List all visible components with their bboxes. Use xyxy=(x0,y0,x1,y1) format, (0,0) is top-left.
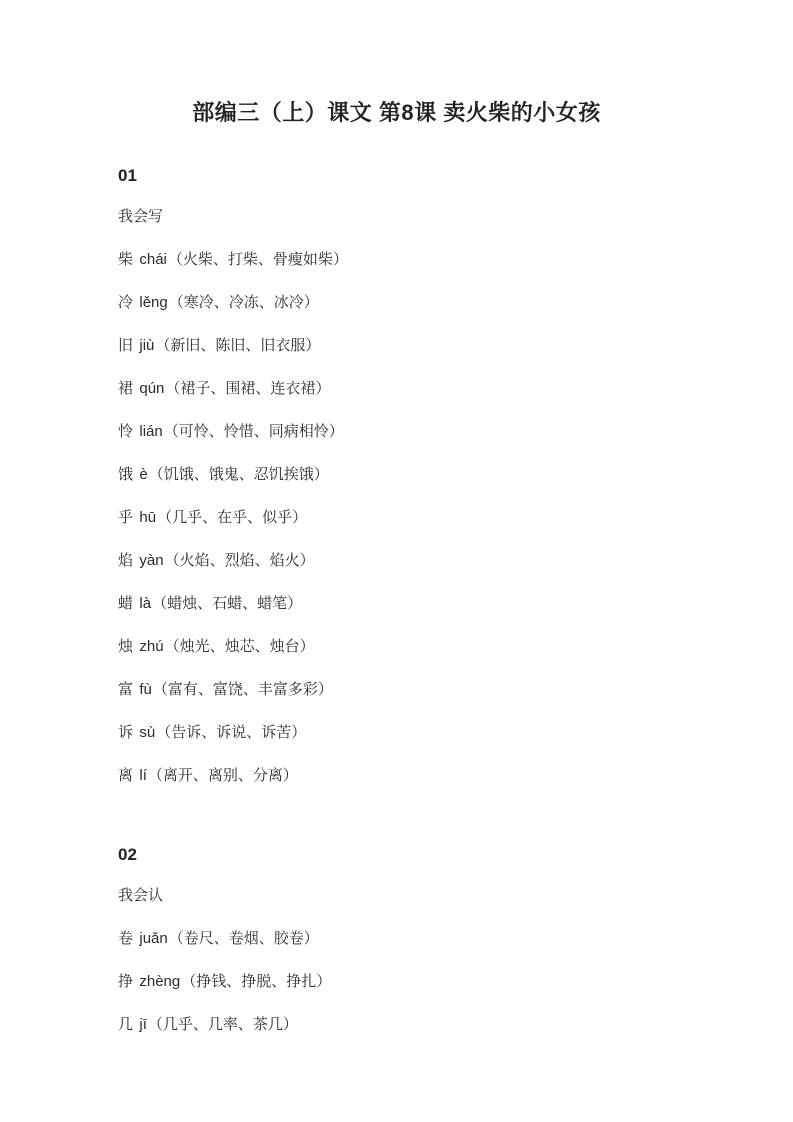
vocab-entry xyxy=(118,930,693,948)
hanzi-character: 卷 xyxy=(118,930,134,947)
hanzi-character: 饿 xyxy=(118,466,134,483)
page-title: 部编三（上）课文 第8课 卖火柴的小女孩 xyxy=(192,100,601,125)
example-words: 火焰、烈焰、焰火 xyxy=(179,552,300,569)
vocab-entry xyxy=(118,423,693,441)
example-words: 富有、富饶、丰富多彩 xyxy=(167,681,318,698)
example-words: 饥饿、饿鬼、忍饥挨饿 xyxy=(163,466,314,483)
example-words: 新旧、陈旧、旧衣服 xyxy=(170,337,306,354)
example-words: 离开、离别、分离 xyxy=(162,767,283,784)
paren-open: （ xyxy=(181,973,197,990)
document-content xyxy=(118,166,693,1034)
paren-close: ） xyxy=(299,638,315,655)
vocab-entry xyxy=(118,638,693,656)
pinyin: è xyxy=(139,466,148,483)
pinyin: zhú xyxy=(139,638,164,655)
hanzi-character: 怜 xyxy=(118,423,134,440)
paren-open: （ xyxy=(164,552,180,569)
pinyin: lěng xyxy=(139,294,168,311)
pinyin: hū xyxy=(139,509,157,526)
vocab-section xyxy=(118,166,693,785)
section-label: 我会写 xyxy=(118,208,164,225)
example-words: 告诉、诉说、诉苦 xyxy=(171,724,292,741)
hanzi-character: 烛 xyxy=(118,638,134,655)
example-words: 裙子、围裙、连衣裙 xyxy=(180,380,316,397)
paren-close: ） xyxy=(287,595,303,612)
pinyin: jī xyxy=(139,1016,147,1033)
example-words: 卷尺、卷烟、胶卷 xyxy=(183,930,304,947)
paren-close: ） xyxy=(282,767,298,784)
vocab-entry xyxy=(118,552,693,570)
example-words: 烛光、烛芯、烛台 xyxy=(179,638,300,655)
pinyin: lián xyxy=(139,423,163,440)
paren-close: ） xyxy=(328,423,344,440)
pinyin: yàn xyxy=(139,552,164,569)
hanzi-character: 冷 xyxy=(118,294,134,311)
example-words: 挣钱、挣脱、挣扎 xyxy=(196,973,317,990)
vocab-entry xyxy=(118,466,693,484)
paren-close: ） xyxy=(292,509,308,526)
vocab-entry xyxy=(118,380,693,398)
paren-close: ） xyxy=(291,724,307,741)
paren-close: ） xyxy=(315,380,331,397)
hanzi-character: 蜡 xyxy=(118,595,134,612)
hanzi-character: 焰 xyxy=(118,552,134,569)
vocab-entry xyxy=(118,337,693,355)
paren-open: （ xyxy=(168,294,184,311)
hanzi-character: 柴 xyxy=(118,251,134,268)
paren-open: （ xyxy=(152,595,168,612)
paren-open: （ xyxy=(168,930,184,947)
vocab-entry xyxy=(118,767,693,785)
paren-close: ） xyxy=(299,552,315,569)
hanzi-character: 离 xyxy=(118,767,134,784)
paren-close: ） xyxy=(305,337,321,354)
pinyin: zhèng xyxy=(139,973,181,990)
paren-open: （ xyxy=(164,638,180,655)
paren-close: ） xyxy=(303,294,319,311)
paren-open: （ xyxy=(165,380,181,397)
paren-open: （ xyxy=(147,767,163,784)
vocab-entry xyxy=(118,1016,693,1034)
vocab-entry xyxy=(118,294,693,312)
example-words: 火柴、打柴、骨瘦如柴 xyxy=(182,251,333,268)
paren-open: （ xyxy=(147,1016,163,1033)
paren-close: ） xyxy=(316,973,332,990)
section-number: 01 xyxy=(118,166,137,185)
section-label: 我会认 xyxy=(118,887,164,904)
paren-close: ） xyxy=(317,681,333,698)
example-words: 蜡烛、石蜡、蜡笔 xyxy=(167,595,288,612)
paren-open: （ xyxy=(156,724,172,741)
hanzi-character: 裙 xyxy=(118,380,134,397)
paren-close: ） xyxy=(332,251,348,268)
vocab-section xyxy=(118,845,693,1034)
entry-list xyxy=(118,930,693,1034)
hanzi-character: 诉 xyxy=(118,724,134,741)
hanzi-character: 旧 xyxy=(118,337,134,354)
vocab-entry xyxy=(118,681,693,699)
pinyin: sù xyxy=(139,724,156,741)
paren-close: ） xyxy=(313,466,329,483)
vocab-entry xyxy=(118,595,693,613)
vocab-entry xyxy=(118,251,693,269)
example-words: 可怜、怜惜、同病相怜 xyxy=(178,423,329,440)
hanzi-character: 乎 xyxy=(118,509,134,526)
pinyin: fù xyxy=(139,681,152,698)
vocab-entry xyxy=(118,724,693,742)
pinyin: lí xyxy=(139,767,147,784)
hanzi-character: 几 xyxy=(118,1016,134,1033)
paren-close: ） xyxy=(282,1016,298,1033)
paren-open: （ xyxy=(157,509,173,526)
example-words: 几乎、几率、茶几 xyxy=(162,1016,283,1033)
example-words: 几乎、在乎、似乎 xyxy=(172,509,293,526)
paren-open: （ xyxy=(163,423,179,440)
paren-open: （ xyxy=(167,251,183,268)
entry-list xyxy=(118,251,693,785)
vocab-entry xyxy=(118,973,693,991)
paren-open: （ xyxy=(148,466,164,483)
hanzi-character: 富 xyxy=(118,681,134,698)
section-number: 02 xyxy=(118,845,137,864)
paren-open: （ xyxy=(152,681,168,698)
paren-close: ） xyxy=(303,930,319,947)
vocab-entry xyxy=(118,509,693,527)
pinyin: chái xyxy=(139,251,167,268)
example-words: 寒冷、冷冻、冰冷 xyxy=(183,294,304,311)
hanzi-character: 挣 xyxy=(118,973,134,990)
pinyin: qún xyxy=(139,380,165,397)
paren-open: （ xyxy=(155,337,171,354)
pinyin: là xyxy=(139,595,152,612)
pinyin: jiù xyxy=(139,337,155,354)
pinyin: juǎn xyxy=(139,930,168,947)
